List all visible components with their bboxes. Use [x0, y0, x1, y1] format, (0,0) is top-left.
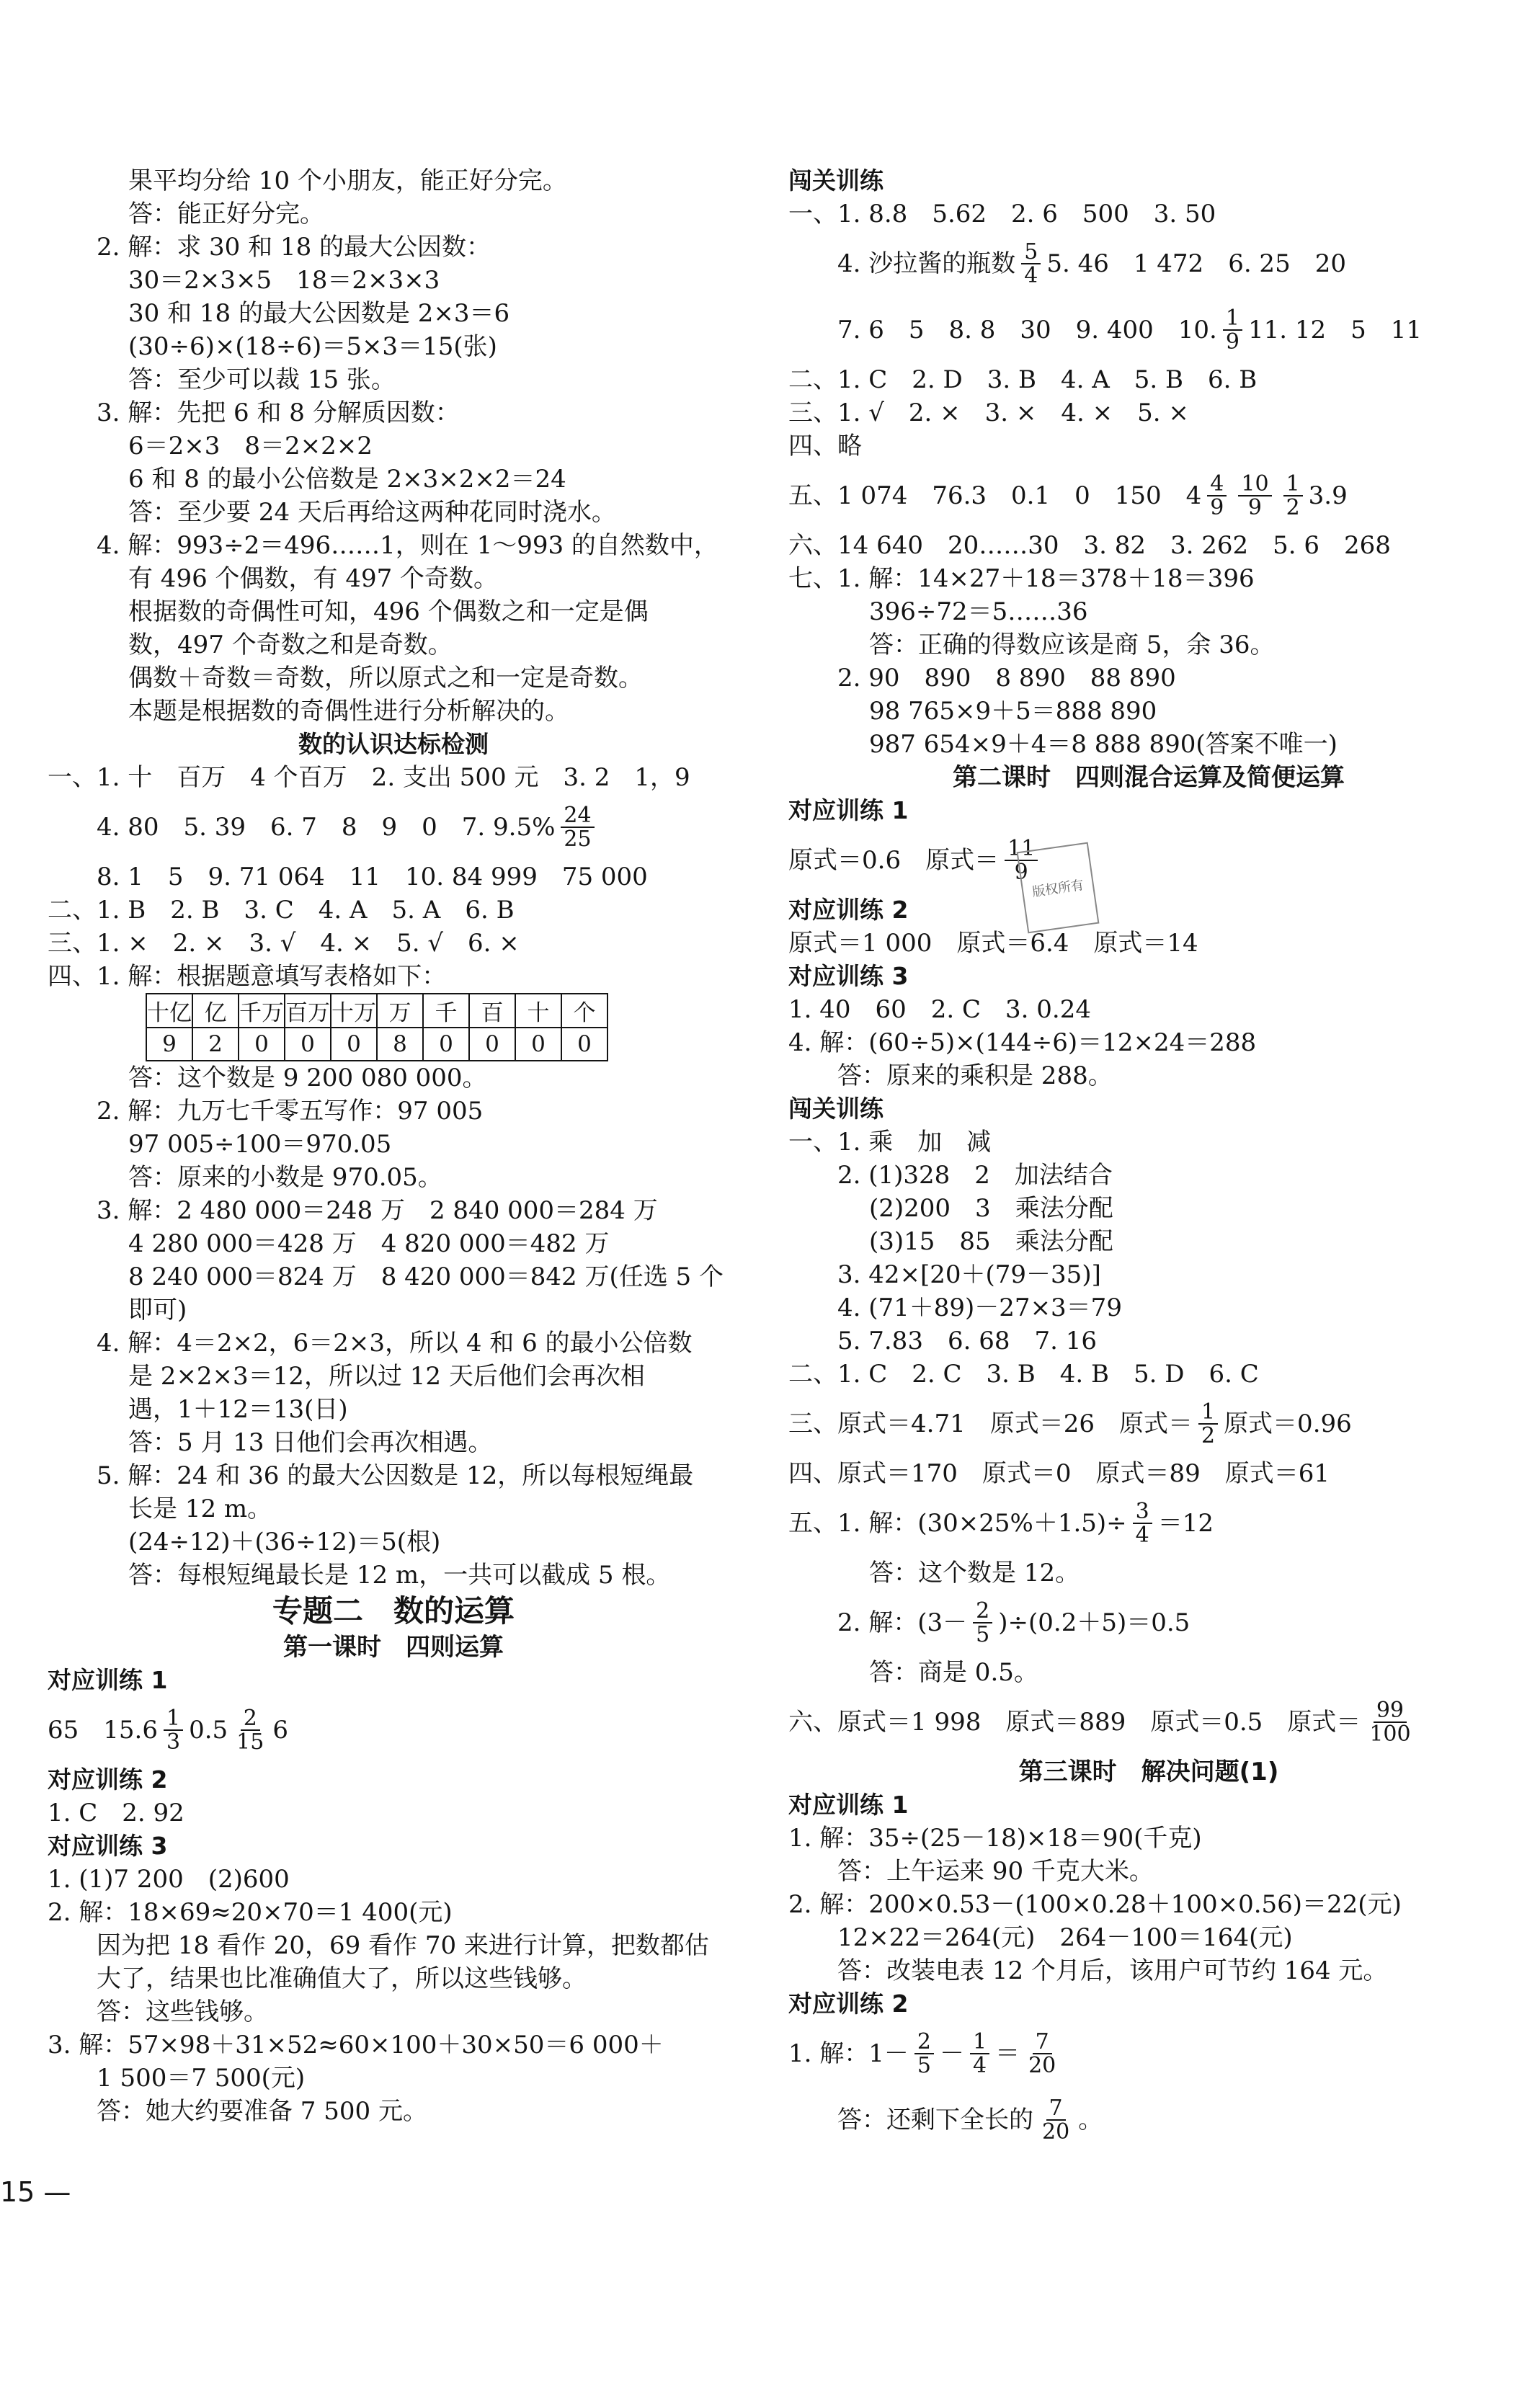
- text-line: 答：改装电表 12 个月后，该用户可节约 164 元。: [837, 1956, 1388, 1985]
- numerator: 2: [241, 1707, 260, 1732]
- denominator: 9: [1014, 860, 1028, 885]
- table-cell: 千万: [239, 994, 285, 1028]
- text-span: 答：还剩下全长的: [837, 2106, 1033, 2134]
- text-line: 30 和 18 的最大公因数是 2×3＝6: [128, 299, 510, 328]
- numerator: 2: [973, 1600, 992, 1624]
- numerator: 1: [970, 2031, 989, 2055]
- denominator: 4: [1135, 1523, 1149, 1548]
- subsection-heading: 对应训练 2: [788, 1990, 909, 2018]
- denominator: 4: [1024, 263, 1038, 288]
- fraction: [1207, 473, 1227, 520]
- text-span: )÷(0.2＋5)＝0.5: [998, 1608, 1190, 1637]
- text-line: 一、1. 十 百万 4 个百万 2. 支出 500 元 3. 2 1，9: [48, 763, 690, 792]
- text-line: 6＝2×3 8＝2×2×2: [128, 432, 373, 460]
- denominator: 4: [972, 2053, 987, 2078]
- text-line: 三、1. × 2. × 3. √ 4. × 5. √ 6. ×: [48, 929, 520, 958]
- denominator: 5: [976, 1622, 990, 1647]
- text-line: 三、1. √ 2. × 3. × 4. × 5. ×: [788, 398, 1189, 427]
- text-span: 原式＝0.96: [1224, 1409, 1352, 1438]
- table-cell: 0: [423, 1028, 469, 1061]
- text-line: 3. 42×[20＋(79－35)]: [837, 1260, 1101, 1289]
- subsection-heading: 对应训练 3: [48, 1832, 168, 1860]
- text-line: [788, 231, 1509, 297]
- text-line: 5. 解：24 和 36 的最大公因数是 12，所以每根短绳最: [97, 1461, 694, 1490]
- text-line: 答：5 月 13 日他们会再次相遇。: [128, 1428, 493, 1457]
- denominator: 15: [236, 1729, 264, 1755]
- fraction: [973, 1600, 992, 1647]
- text-line: 答：这个数是 12。: [869, 1559, 1080, 1587]
- text-line: 3. 解：2 480 000＝248 万 2 840 000＝284 万: [97, 1196, 658, 1225]
- table-cell: 8: [377, 1028, 423, 1061]
- text-line: [788, 1689, 1509, 1755]
- text-line: 果平均分给 10 个小朋友，能正好分完。: [128, 166, 567, 195]
- subsection-heading: 对应训练 2: [788, 896, 909, 924]
- text-line: (24÷12)＋(36÷12)＝5(根): [128, 1528, 441, 1556]
- table-cell: 2: [192, 1028, 239, 1061]
- fraction: [1366, 1699, 1413, 1746]
- table-cell: 0: [515, 1028, 561, 1061]
- text-line: [788, 463, 1509, 529]
- text-line: 987 654×9＋4＝8 888 890(答案不唯一): [869, 730, 1338, 759]
- subsection-heading: 对应训练 1: [788, 796, 909, 824]
- denominator: 20: [1042, 2119, 1070, 2144]
- fraction: [914, 2028, 934, 2078]
- text-line: 答：原来的小数是 970.05。: [128, 1163, 442, 1192]
- text-line: [788, 2021, 1509, 2087]
- text-span: 7. 6 5 8. 8 30 9. 400 10.: [837, 316, 1217, 344]
- section-title: 数的认识达标检测: [298, 730, 489, 758]
- text-line: 根据数的奇偶性可知，496 个偶数之和一定是偶: [128, 597, 649, 626]
- text-line: 二、1. C 2. C 3. B 4. B 5. D 6. C: [788, 1360, 1259, 1389]
- table-cell: 亿: [192, 994, 239, 1028]
- numerator: 99: [1374, 1699, 1407, 1724]
- table-cell: 十万: [331, 994, 377, 1028]
- text-line: 答：上午运来 90 千克大米。: [837, 1857, 1154, 1886]
- numerator: 11: [1005, 837, 1038, 862]
- numerator: 7: [1033, 2031, 1052, 2055]
- text-line: 98 765×9＋5＝888 890: [869, 697, 1157, 726]
- table-cell: 0: [561, 1028, 607, 1061]
- text-line: 答：能正好分完。: [128, 200, 324, 228]
- text-line: [788, 2087, 1509, 2153]
- text-line: 3. 解：57×98＋31×52≈60×100＋30×50＝6 000＋: [48, 2031, 664, 2059]
- text-line: 2. 解：求 30 和 18 的最大公因数：: [97, 233, 491, 262]
- text-span: 3.9: [1308, 481, 1348, 510]
- table-cell: 0: [285, 1028, 331, 1061]
- text-span: 0.5: [189, 1716, 228, 1745]
- text-line: 答：这个数是 9 200 080 000。: [128, 1064, 487, 1092]
- text-line: 3. 解：先把 6 和 8 分解质因数：: [97, 398, 460, 427]
- text-line: [788, 1391, 1509, 1457]
- text-span: 。: [1078, 2106, 1103, 2134]
- fraction: [1133, 1500, 1152, 1547]
- text-line: 答：商是 0.5。: [869, 1658, 1038, 1687]
- table-cell: 十: [515, 994, 561, 1028]
- text-line: 大了，结果也比准确值大了，所以这些钱够。: [97, 1964, 587, 1993]
- text-line: 2. (1)328 2 加法结合: [837, 1161, 1113, 1190]
- text-span: 2. 解：(3－: [837, 1608, 968, 1637]
- subsection-heading: 对应训练 1: [788, 1791, 909, 1819]
- numerator: 4: [1207, 473, 1227, 497]
- denominator: 5: [917, 2053, 931, 2078]
- table-cell: 百万: [285, 994, 331, 1028]
- text-line: 原式＝1 000 原式＝6.4 原式＝14: [788, 929, 1198, 958]
- table-cell: 0: [469, 1028, 515, 1061]
- text-line: 二、1. B 2. B 3. C 4. A 5. A 6. B: [48, 896, 515, 925]
- table-cell: 百: [469, 994, 515, 1028]
- text-line: 因为把 18 看作 20，69 看作 70 来进行计算，把数都估: [97, 1931, 709, 1960]
- text-line: 4. (71＋89)－27×3＝79: [837, 1293, 1122, 1322]
- numerator: 1: [164, 1707, 183, 1732]
- text-line: (30÷6)×(18÷6)＝5×3＝15(张): [128, 332, 497, 361]
- subsection-heading: 闯关训练: [788, 166, 884, 195]
- denominator: 25: [564, 827, 592, 852]
- numerator: 1: [1223, 307, 1242, 331]
- text-line: 30＝2×3×5 18＝2×3×3: [128, 266, 440, 295]
- table-cell: 千: [423, 994, 469, 1028]
- text-line: 2. 解：18×69≈20×70＝1 400(元): [48, 1898, 453, 1927]
- lesson-title: 第二课时 四则混合运算及简便运算: [953, 763, 1345, 792]
- table-row: [146, 1028, 607, 1061]
- text-line: 长是 12 m。: [128, 1495, 272, 1523]
- table-cell: 9: [146, 1028, 192, 1061]
- table-cell: 十亿: [146, 994, 192, 1028]
- text-line: 数，497 个奇数之和是奇数。: [128, 631, 453, 659]
- numerator: 1: [1198, 1401, 1218, 1425]
- text-line: 4. 解：(60÷5)×(144÷6)＝12×24＝288: [788, 1028, 1257, 1057]
- denominator: 3: [166, 1729, 181, 1755]
- fraction: [970, 2028, 989, 2078]
- text-line: 4 280 000＝428 万 4 820 000＝482 万: [128, 1229, 610, 1258]
- text-line: 四、原式＝170 原式＝0 原式＝89 原式＝61: [788, 1459, 1330, 1488]
- text-line: 答：这些钱够。: [97, 1997, 268, 2026]
- numerator: 10: [1238, 473, 1271, 497]
- text-line: 是 2×2×3＝12，所以过 12 天后他们会再次相: [128, 1362, 645, 1391]
- place-value-table: [146, 993, 608, 1061]
- fraction: [1198, 1401, 1218, 1448]
- text-span: 5. 46 1 472 6. 25 20: [1046, 249, 1346, 278]
- text-line: 8. 1 5 9. 71 064 11 10. 84 999 75 000: [97, 863, 648, 891]
- text-line: 1 500＝7 500(元): [97, 2064, 306, 2093]
- numerator: 3: [1133, 1500, 1152, 1525]
- text-span: ＝: [995, 2039, 1020, 2068]
- fraction: [561, 804, 594, 851]
- text-span: 6: [272, 1716, 288, 1745]
- table-header-row: [146, 994, 607, 1028]
- subsection-heading: 对应训练 2: [48, 1765, 168, 1794]
- text-span: 六、原式＝1 998 原式＝889 原式＝0.5 原式＝: [788, 1708, 1361, 1737]
- text-line: 答：原来的乘积是 288。: [837, 1061, 1113, 1090]
- denominator: 9: [1225, 329, 1239, 355]
- text-line: 8 240 000＝824 万 8 420 000＝842 万(任选 5 个: [128, 1262, 724, 1291]
- table-cell: 万: [377, 994, 423, 1028]
- fraction: [233, 1707, 267, 1754]
- denominator: 9: [1210, 495, 1224, 520]
- page-number: 15 —: [0, 2176, 71, 2208]
- numerator: 24: [561, 804, 594, 829]
- text-line: [788, 297, 1509, 363]
- text-line: [48, 1697, 739, 1763]
- text-line: 遇，1＋12＝13(日): [128, 1395, 348, 1424]
- text-span: 三、原式＝4.71 原式＝26 原式＝: [788, 1409, 1193, 1438]
- fraction: [1021, 241, 1041, 288]
- text-line: 二、1. C 2. D 3. B 4. A 5. B 6. B: [788, 365, 1258, 394]
- text-line: 有 496 个偶数，有 497 个奇数。: [128, 564, 499, 593]
- text-span: 五、1 074 76.3 0.1 0 150 4: [788, 481, 1202, 510]
- text-line: 1. C 2. 92: [48, 1799, 184, 1827]
- text-line: [788, 1590, 1509, 1656]
- text-line: 偶数＋奇数＝奇数，所以原式之和一定是奇数。: [128, 664, 643, 692]
- text-span: 11. 12 5 11: [1247, 316, 1423, 344]
- text-span: 4. 沙拉酱的瓶数: [837, 249, 1016, 278]
- denominator: 100: [1369, 1721, 1411, 1747]
- right-column: [788, 164, 1509, 2153]
- fraction: [1283, 473, 1303, 520]
- denominator: 2: [1201, 1423, 1216, 1448]
- text-line: (2)200 3 乘法分配: [869, 1194, 1113, 1223]
- text-line: 4. 解：4＝2×2，6＝2×3，所以 4 和 6 的最小公倍数: [97, 1329, 693, 1358]
- text-line: 七、1. 解：14×27＋18＝378＋18＝396: [788, 564, 1255, 593]
- text-line: 1. (1)7 200 (2)600: [48, 1865, 290, 1894]
- subsection-heading: 对应训练 3: [788, 962, 909, 990]
- numerator: 5: [1021, 241, 1041, 265]
- text-line: 2. 解：200×0.53－(100×0.28＋100×0.56)＝22(元): [788, 1890, 1402, 1919]
- fraction: [1039, 2097, 1072, 2144]
- text-span: 原式＝0.6 原式＝: [788, 846, 1000, 875]
- text-line: 四、略: [788, 432, 862, 460]
- text-line: 1. 40 60 2. C 3. 0.24: [788, 995, 1091, 1024]
- text-line: 1. 解：35÷(25－18)×18＝90(千克): [788, 1824, 1202, 1853]
- text-line: 答：她大约要准备 7 500 元。: [97, 2097, 427, 2126]
- text-span: ＝12: [1157, 1509, 1214, 1538]
- text-line: 4. 解：993÷2＝496……1，则在 1～993 的自然数中，: [97, 531, 718, 560]
- table-cell: 个: [561, 994, 607, 1028]
- denominator: 2: [1286, 495, 1300, 520]
- text-line: 5. 7.83 6. 68 7. 16: [837, 1327, 1097, 1355]
- fraction: [1223, 307, 1242, 354]
- text-line: 四、1. 解：根据题意填写表格如下：: [48, 962, 447, 991]
- denominator: 20: [1028, 2053, 1056, 2078]
- fraction: [164, 1707, 183, 1754]
- text-line: 六、14 640 20……30 3. 82 3. 262 5. 6 268: [788, 531, 1391, 560]
- table-cell: 0: [239, 1028, 285, 1061]
- text-line: 本题是根据数的奇偶性进行分析解决的。: [128, 697, 569, 726]
- text-line: [48, 794, 739, 860]
- text-span: －: [939, 2039, 964, 2068]
- subsection-heading: 对应训练 1: [48, 1666, 168, 1694]
- topic-title: 专题二 数的运算: [272, 1593, 515, 1629]
- text-line: 97 005÷100＝970.05: [128, 1130, 392, 1159]
- fraction: [1025, 2028, 1059, 2078]
- text-line: 6 和 8 的最小公倍数是 2×3×2×2＝24: [128, 465, 566, 494]
- text-line: 答：至少要 24 天后再给这两种花同时浇水。: [128, 498, 616, 527]
- text-line: 2. 解：九万七千零五写作：97 005: [97, 1097, 484, 1126]
- numerator: 2: [914, 2031, 934, 2055]
- lesson-title: 第三课时 解决问题(1): [1018, 1758, 1279, 1786]
- text-line: 即可): [128, 1296, 187, 1324]
- text-line: 答：每根短绳最长是 12 m，一共可以截成 5 根。: [128, 1561, 671, 1590]
- text-line: 12×22＝264(元) 264－100＝164(元): [837, 1923, 1293, 1952]
- watermark-stamp: 版权所有: [1017, 842, 1100, 934]
- table-cell: 0: [331, 1028, 377, 1061]
- fraction: [1238, 473, 1271, 520]
- denominator: 9: [1247, 495, 1263, 520]
- text-line: [788, 1490, 1509, 1556]
- text-line: (3)15 85 乘法分配: [869, 1227, 1113, 1256]
- subsection-heading: 闯关训练: [788, 1095, 884, 1123]
- text-line: 396÷72＝5……36: [869, 597, 1088, 626]
- left-column: [48, 164, 739, 2128]
- text-line: [788, 827, 1509, 894]
- text-span: 五、1. 解：(30×25%＋1.5)÷: [788, 1509, 1127, 1538]
- lesson-title: 第一课时 四则运算: [283, 1633, 504, 1662]
- text-line: 答：正确的得数应该是商 5，余 36。: [869, 631, 1275, 659]
- numerator: 1: [1283, 473, 1303, 497]
- text-span: 4. 80 5. 39 6. 7 8 9 0 7. 9.5%: [97, 813, 556, 842]
- numerator: 7: [1046, 2097, 1066, 2121]
- text-line: 一、1. 乘 加 减: [788, 1128, 992, 1157]
- text-line: 答：至少可以裁 15 张。: [128, 365, 396, 394]
- text-line: 2. 90 890 8 890 88 890: [837, 664, 1176, 692]
- text-span: 65 15.6: [48, 1716, 158, 1745]
- text-line: 一、1. 8.8 5.62 2. 6 500 3. 50: [788, 200, 1216, 228]
- text-span: 1. 解：1－: [788, 2039, 909, 2068]
